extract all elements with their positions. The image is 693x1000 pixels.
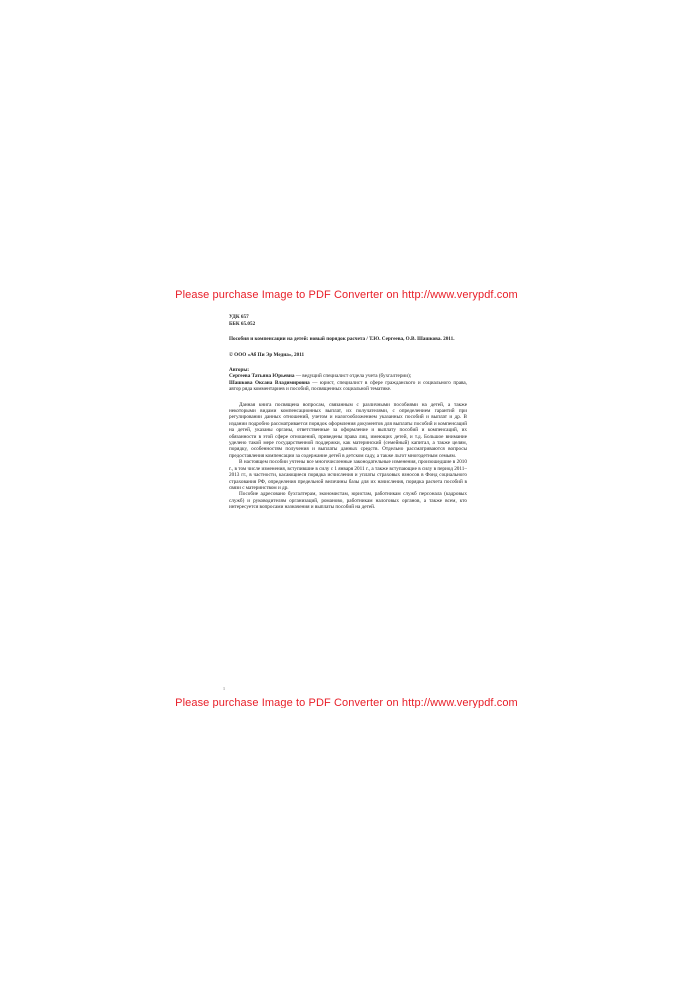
author-description: — юрист, специалист в сфере гражданского и социального права, автор ряда комментариев и пособий, посвященных социальной тематике. [229,379,467,393]
abstract-paragraph: Данная книга посвящена вопросам, связанным с различными пособиями на детей, а также некоторыми видами компенсационных выплат, их получателями, с определением гарантий при регулировании данных отношений, учетом и налогообложением указанных пособий и выплат и др. В издании подробно рассматривается порядок оформления документов для выплаты пособий и компенсаций на детей, указаны органы, ответственные за оформление и выплату пособий и компенсаций, их обязанности в этой сфере отношений, приведены права лиц, имеющих детей, и т.д. Большое внимание уделено такой мере государственной поддержки, как материнский (семейный) капитал, а также целям, порядку, особенностям получения и выплаты данных средств. Отдельно рассматриваются вопросы предоставления компенсации за содержание детей в детском саду, а также льгот многодетным семьям. [229,401,467,459]
bibliographic-record: Пособия и компенсации на детей: новый порядок расчета / Т.Ю. Сергеева, О.В. Шашкова. 2011. [229,336,455,343]
bbk-code: ББК 65.052 [229,320,256,327]
authors-heading: Авторы: [229,367,250,373]
abstract-paragraph: В настоящем пособии учтены все многочисленные законодательные изменения, произошедшие в 2010 г., в том числе изменения, вступившие в силу с 1 января 2011 г., а также вступающие в силу в период 2011–2013 гг., в частности, касающиеся порядка исчисления и уплаты страховых взносов в Фонд социального страхования РФ, определения предельной величины базы для их начисления, порядка расчета пособий в связи с материнством и др. [229,459,467,491]
author-name: Шашкова Оксана Владимировна [229,379,310,386]
page-number: 1 [223,686,225,691]
copyright-line: © ООО «Аб Пи Эр Медиа», 2011 [229,351,305,358]
watermark-bottom: Please purchase Image to PDF Converter on http://www.verypdf.com [175,697,518,708]
author-name: Сергеева Татьяна Юрьевна [229,373,295,380]
udc-code: УДК 657 [229,314,249,320]
document-page [229,314,467,511]
watermark-top: Please purchase Image to PDF Converter on http://www.verypdf.com [175,289,518,301]
author-entry [229,380,467,393]
abstract-paragraph: Пособие адресовано бухгалтерам, экономистам, юристам, работникам служб персонала (кадровых служб) и руководителям организаций, романово, работникам налоговых органов, а также всем, кто интересуется вопросами назначения и выплаты пособий на детей. [229,491,467,511]
author-description: — ведущий специалист отдела учета (бухгалтерии); [294,373,412,380]
